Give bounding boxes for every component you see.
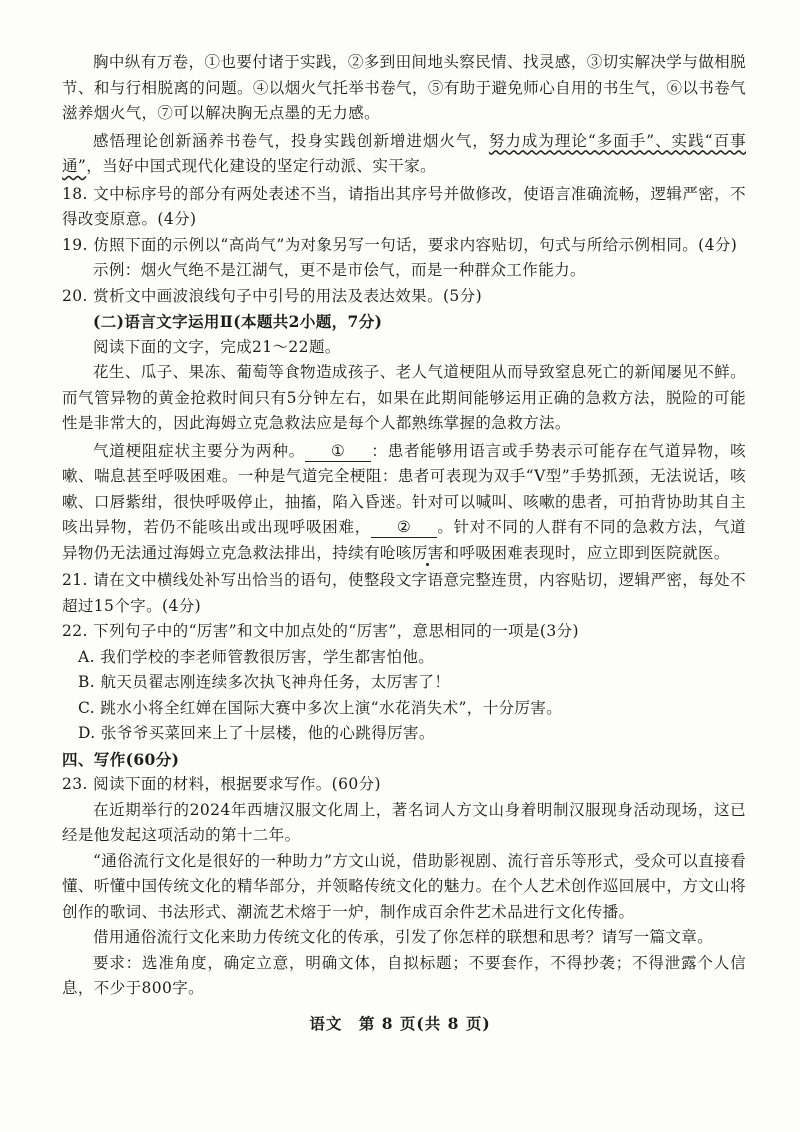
section-4-title: 四、写作(60分) xyxy=(62,749,180,769)
question-23-requirements: 要求：选准角度，确定立意，明确文体，自拟标题；不要套作，不得抄袭；不得泄露个人信息，不少于800字。 xyxy=(62,953,746,997)
question-20: 20. 赏析文中画波浪线句子中引号的用法及表达效果。(5分) xyxy=(62,286,483,305)
wavy-underlined-sentence: 努力成为理论“多面手”、实践“百事通” xyxy=(62,131,746,175)
fill-blank-2: ② xyxy=(371,517,437,538)
fill-blank-1: ① xyxy=(305,441,371,462)
question-19: 19. 仿照下面的示例以“高尚气”为对象另写一句话，要求内容贴切，句式与所给示例相同。(4分) xyxy=(62,235,738,254)
question-22: 22. 下列句子中的“厉害”和文中加点处的“厉害”，意思相同的一项是(3分) xyxy=(62,622,579,640)
section-2-instruction: 阅读下面的文字，完成21～22题。 xyxy=(93,337,341,356)
question-23-paragraph-3: 借用通俗流行文化来助力传统文化的传承，引发了你怎样的联想和思考？请写一篇文章。 xyxy=(93,928,714,946)
question-22-option-d: D. 张爷爷买菜回来上了十层楼，他的心跳得厉害。 xyxy=(78,724,435,742)
section-2-paragraph-1: 花生、瓜子、果冻、葡萄等食物造成孩子、老人气道梗阻从而导致窒息死亡的新闻屡见不鲜。而气管异物的黄金抢救时间只有5分钟左右，如果在此期间能够运用正确的急救方法，脱险的可能性是非常大的，因此海姆立克急救法应是每个人都熟练掌握的急救方法。 xyxy=(62,363,746,432)
question-21: 21. 请在文中横线处补写出恰当的语句，使整段文字语意完整连贯，内容贴切，逻辑严密，每处不超过15个字。(4分) xyxy=(62,571,746,615)
question-23: 23. 阅读下面的材料，根据要求写作。(60分) xyxy=(62,775,381,793)
question-23-paragraph-1: 在近期举行的2024年西塘汉服文化周上，著名词人方文山身着明制汉服现身活动现场，这已经是他发起这项活动的第十二年。 xyxy=(62,800,746,844)
question-22-option-a: A. 我们学校的李老师管教很厉害，学生都害怕他。 xyxy=(78,647,435,666)
dotted-word: 厉害 xyxy=(411,543,444,562)
section-2-paragraph-2: 气道梗阻症状主要分为两种。 ① ：患者能够用语言或手势表示可能存在气道异物，咳嗽、喘息甚至呼吸困难。一种是气道完全梗阻：患者可表现为双手“V型”手势抓颈，无法说话，咳嗽、口唇紫绀，很快呼吸停止，抽搐，陷入昏迷。针对可以喊叫、咳嗽的患者，可拍背协助其自主咳出异物，若仍不能咳出或出现呼吸困难， ② 。针对不同的人群有不同的急救方法，气道异物仍无法通过海姆立克急救法排出，持续有呛咳厉害和呼吸困难表现时，应立即到医院就医。 xyxy=(62,441,747,562)
page-footer: 语文 第 8 页(共 8 页) xyxy=(309,1014,491,1033)
question-19-example: 示例：烟火气绝不是江湖气，更不是市侩气，而是一种群众工作能力。 xyxy=(93,261,586,279)
question-18: 18. 文中标序号的部分有两处表述不当，请指出其序号并做修改，使语言准确流畅，逻辑严密，不得改变原意。(4分) xyxy=(62,184,746,228)
intro-paragraph-1: 胸中纵有万卷，①也要付诸于实践，②多到田间地头察民情、找灵感，③切实解决学与做相脱节、和与行相脱离的问题。④以烟火气托举书卷气，⑤有助于避免师心自用的书生气，⑥以书卷气滋养烟火气，⑦可以解决胸无点墨的无力感。 xyxy=(62,53,746,122)
question-22-option-b: B. 航天员翟志刚连续多次执飞神舟任务，太厉害了！ xyxy=(78,673,451,691)
exam-content xyxy=(62,50,746,1002)
question-22-option-c: C. 跳水小将全红婵在国际大赛中多次上演“水花消失术”，十分厉害。 xyxy=(78,698,563,717)
question-23-paragraph-2: “通俗流行文化是很好的一种助力”方文山说，借助影视剧、流行音乐等形式，受众可以直接看懂、听懂中国传统文化的精华部分，并领略传统文化的魅力。在个人艺术创作巡回展中，方文山将创作的歌词、书法形式、潮流艺术熔于一炉，制作成百余件艺术品进行文化传播。 xyxy=(62,851,746,921)
intro-paragraph-2: 感悟理论创新涵养书卷气，投身实践创新增进烟火气，努力成为理论“多面手”、实践“百事通”，当好中国式现代化建设的坚定行动派、实干家。 xyxy=(62,131,746,175)
section-2-title: (二)语言文字运用Ⅱ(本题共2小题，7分) xyxy=(93,312,383,331)
